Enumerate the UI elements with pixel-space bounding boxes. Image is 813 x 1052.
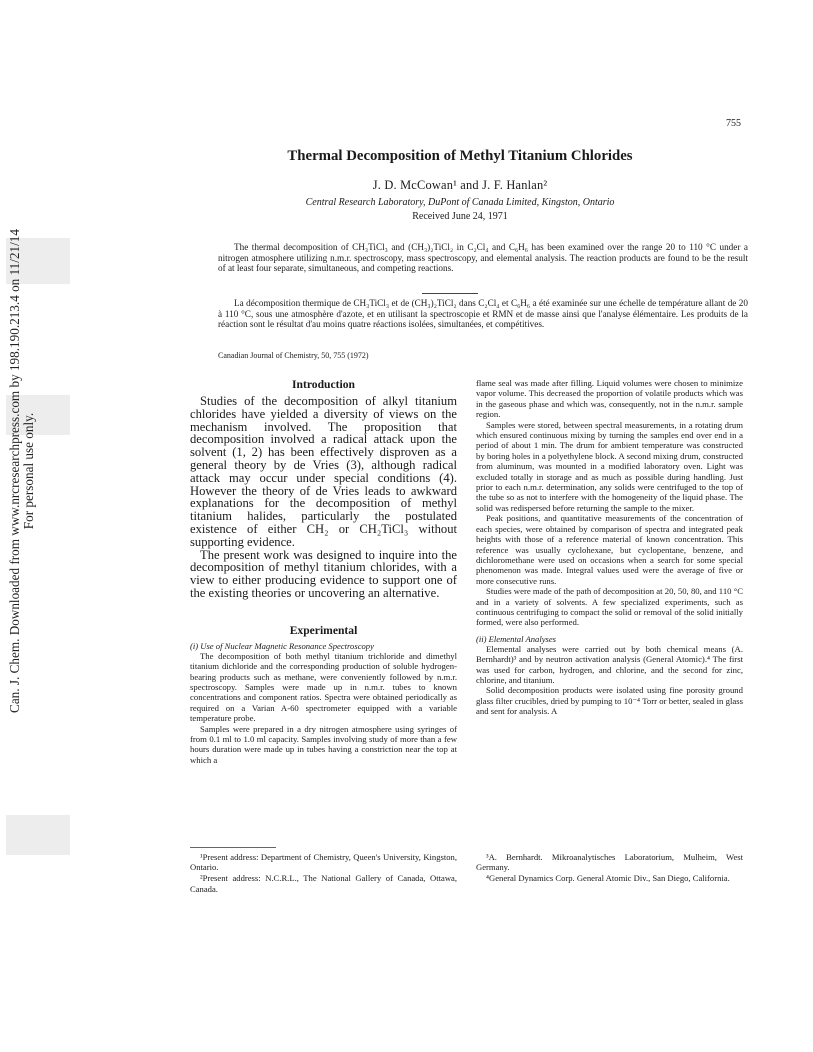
paragraph: Solid decomposition products were isolated using fine porosity ground glass filter crucibles, dried by pumping to 10⁻⁴ Torr or better, sealed in glass and sent for analysis. A bbox=[476, 685, 743, 717]
right-column bbox=[476, 378, 743, 717]
footnotes-right bbox=[476, 852, 743, 885]
abstract-english bbox=[218, 242, 748, 274]
download-note: Can. J. Chem. Downloaded from www.nrcresearchpress.com by 198.190.213.4 on 11/21/14 bbox=[7, 229, 22, 713]
abstract-divider bbox=[422, 293, 478, 294]
received-date: Received June 24, 1971 bbox=[412, 211, 508, 222]
paragraph: flame seal was made after filling. Liquid volumes were chosen to minimize vapor volume. This decreased the proportion of volatile products which was in the gaseous phase and which was, consequently, not in the n.m.r. sample region. bbox=[476, 378, 743, 420]
footnote: ¹Present address: Department of Chemistry, Queen's University, Kingston, Ontario. bbox=[190, 852, 457, 873]
abstract-french-text: La décomposition thermique de CH₃TiCl₃ et de (CH₃)₂TiCl₂ dans C₂Cl₄ et C₆H₆ a été examinée sur une échelle de température allant de 20 à 110 °C, sous une atmosphère d'azote, et en utilisant la spectroscopie et RMN et de masse ainsi que l'analyse élémentaire. Les produits de la réaction sont le résultat d'au moins quatre réactions isolées, simultanées, et compétitives. bbox=[218, 298, 748, 330]
paragraph: Samples were stored, between spectral measurements, in a rotating drum which ensured continuous mixing by turning the samples end over end in a period of about 1 min. The drum for ambient temperature was constructed by boring holes in a polyethylene block. A second mixing drum, constructed from aluminum, was mounted in a modified laboratory oven. Light was excluded totally in storage and as much as possible during handling. Just prior to each n.m.r. determination, any solids were centrifuged to the top of the tube so as not to interfere with the homogeneity of the liquid phase. The solid was redispersed before returning the sample to the mixer. bbox=[476, 419, 743, 513]
experimental-body bbox=[190, 641, 457, 765]
paragraph: Samples were prepared in a dry nitrogen atmosphere using syringes of from 0.1 ml to 1.0 ml capacity. Samples involving study of more than a few hours duration were made up in tubes having a constriction near the top at which a bbox=[190, 723, 457, 765]
paragraph: The present work was designed to inquire into the decomposition of methyl titanium chlorides, with a view to either producing evidence to support one of the existing theories or uncovering an alternative. bbox=[190, 547, 457, 600]
page-number: 755 bbox=[726, 118, 741, 129]
journal-citation: Canadian Journal of Chemistry, 50, 755 (1972) bbox=[218, 351, 369, 360]
paragraph: Peak positions, and quantitative measurements of the concentration of each species, were obtained by comparison of spectra and integrated peak heights with those of a reference material of known concentration. This reference was usually cyclohexane, but cyclopentane, benzene, and dichloromethane were used on occasions when a search for some special phenomenon was made. Integral values used were the average of five or more consecutive runs. bbox=[476, 513, 743, 586]
paragraph: Studies of the decomposition of alkyl titanium chlorides have yielded a diversity of views on the mechanism involved. The proposition that decomposition involved a radical attack upon the solvent (1, 2) has been effectively disproven as a general theory by de Vries (3), although radical attack may occur under special conditions (4). However the theory of de Vries leads to awkward explanations for the decomposition of methyl titanium halides, particularly the postulated existence of either CH₂ or CH₂TiCl₃ without supporting evidence. bbox=[190, 394, 457, 549]
abstract-english-text: The thermal decomposition of CH₃TiCl₃ and (CH₃)₂TiCl₂ in C₂Cl₄ and C₆H₆ has been examined over the range 20 to 110 °C under a nitrogen atmosphere utilizing n.m.r. spectroscopy, mass spectroscopy, and elemental analysis. The reaction products are found to be the result of at least four separate, simultaneous, and competing reactions. bbox=[218, 242, 748, 274]
authors: J. D. McCowan¹ and J. F. Hanlan² bbox=[372, 178, 548, 192]
subsection-heading: (i) Use of Nuclear Magnetic Resonance Spectroscopy bbox=[190, 640, 374, 651]
experimental-heading: Experimental bbox=[289, 623, 358, 637]
footnote: ²Present address: N.C.R.L., The National Gallery of Canada, Ottawa, Canada. bbox=[190, 873, 457, 894]
introduction-heading: Introduction bbox=[292, 378, 355, 391]
footnotes-left bbox=[190, 852, 457, 895]
personal-use-note: For personal use only. bbox=[21, 412, 36, 530]
subsection-heading: (ii) Elemental Analyses bbox=[476, 633, 557, 644]
abstract-french bbox=[218, 298, 748, 330]
left-column bbox=[190, 378, 457, 765]
scan-artifact bbox=[6, 815, 70, 855]
paragraph: Elemental analyses were carried out by both chemical means (A. Bernhardt)³ and by neutron activation analysis (General Atomic).⁴ The first was used for carbon, hydrogen, and chlorine, and the second for zinc, chlorine, and titanium. bbox=[476, 643, 743, 685]
introduction-body bbox=[190, 395, 457, 600]
footnote: ³A. Bernhardt. Mikroanalytisches Laboratorium, Mulheim, West Germany. bbox=[476, 852, 743, 873]
article-title: Thermal Decomposition of Methyl Titanium Chlorides bbox=[287, 148, 633, 164]
footnote: ⁴General Dynamics Corp. General Atomic Div., San Diego, California. bbox=[486, 873, 730, 884]
affiliation: Central Research Laboratory, DuPont of Canada Limited, Kingston, Ontario bbox=[305, 197, 615, 208]
footnote-rule bbox=[190, 847, 276, 848]
paragraph: Studies were made of the path of decomposition at 20, 50, 80, and 110 °C and in a variety of solvents. A few specialized experiments, such as continuous centrifuging to compact the solid or removal of the solid initially formed, were also performed. bbox=[476, 586, 743, 628]
paragraph: The decomposition of both methyl titanium trichloride and dimethyl titanium dichloride and the corresponding production of soluble hydrogen-bearing products such as methane, were conveniently followed by n.m.r. spectroscopy. Samples were made up in n.m.r. tubes to known concentrations and component ratios. Spectra were obtained periodically as required on a Varian A-60 spectrometer equipped with a variable temperature probe. bbox=[190, 650, 457, 724]
download-watermark bbox=[8, 161, 36, 781]
